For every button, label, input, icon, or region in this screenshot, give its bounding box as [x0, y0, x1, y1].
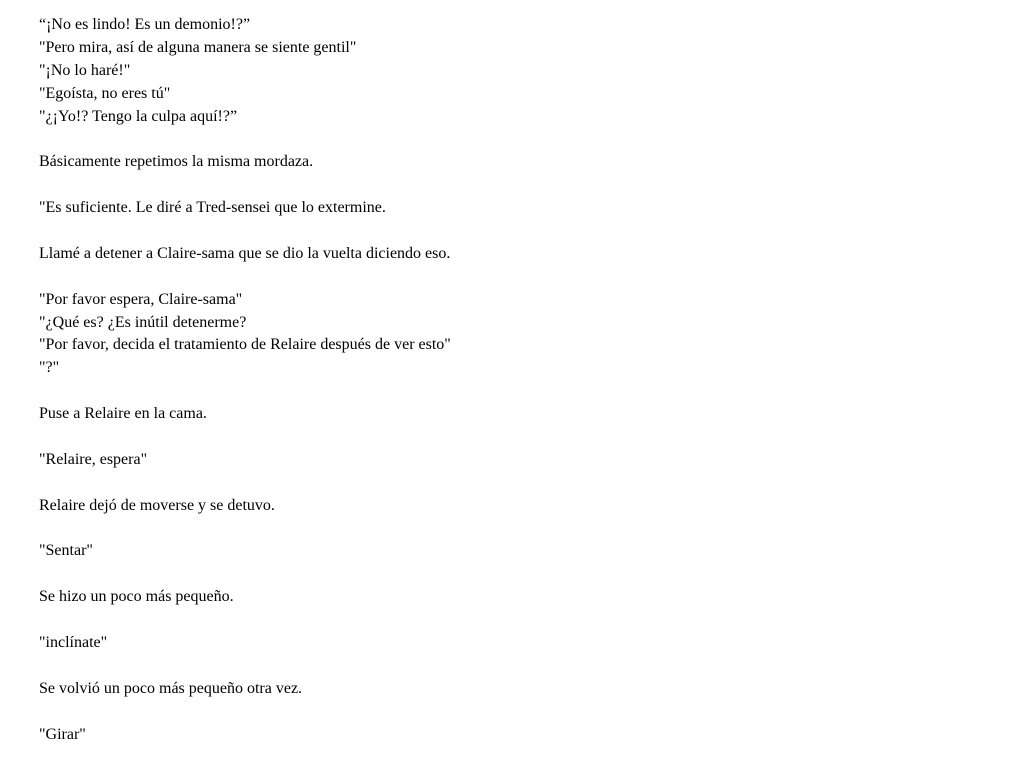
blank-line — [39, 472, 999, 495]
text-line: "¿Qué es? ¿Es inútil detenerme? — [39, 313, 247, 331]
document-body — [39, 14, 999, 747]
blank-line — [39, 220, 999, 243]
text-line: "Sentar" — [39, 542, 93, 560]
text-line: "Pero mira, así de alguna manera se siente gentil" — [39, 38, 357, 56]
text-line: Básicamente repetimos la misma mordaza. — [39, 153, 314, 171]
blank-line — [39, 609, 999, 632]
text-line: "Girar" — [39, 725, 86, 743]
blank-line — [39, 655, 999, 678]
blank-line — [39, 563, 999, 586]
blank-line — [39, 518, 999, 541]
blank-line — [39, 128, 999, 151]
text-line: "Por favor, decida el tratamiento de Relaire después de ver esto" — [39, 336, 451, 354]
blank-line — [39, 701, 999, 724]
blank-line — [39, 266, 999, 289]
text-line: Relaire dejó de moverse y se detuvo. — [39, 496, 275, 514]
text-line: "¿¡Yo!? Tengo la culpa aquí!?” — [39, 107, 238, 125]
text-line: “¡No es lindo! Es un demonio!?” — [39, 16, 251, 33]
text-line: Se hizo un poco más pequeño. — [39, 588, 234, 606]
text-line: Puse a Relaire en la cama. — [39, 405, 207, 423]
text-line: "Relaire, espera" — [39, 450, 148, 468]
text-line: "Por favor espera, Claire-sama" — [39, 290, 243, 308]
blank-line — [39, 426, 999, 449]
text-line: "Egoísta, no eres tú" — [39, 84, 171, 102]
text-line: "¡No lo haré!" — [39, 61, 131, 79]
text-line: Se volvió un poco más pequeño otra vez. — [39, 679, 303, 697]
text-line: Llamé a detener a Claire-sama que se dio la vuelta diciendo eso. — [39, 244, 451, 262]
text-line: "?" — [39, 359, 60, 377]
blank-line — [39, 380, 999, 403]
blank-line — [39, 174, 999, 197]
text-line: "inclínate" — [39, 634, 108, 652]
text-line: "Es suficiente. Le diré a Tred-sensei que lo extermine. — [39, 199, 386, 217]
